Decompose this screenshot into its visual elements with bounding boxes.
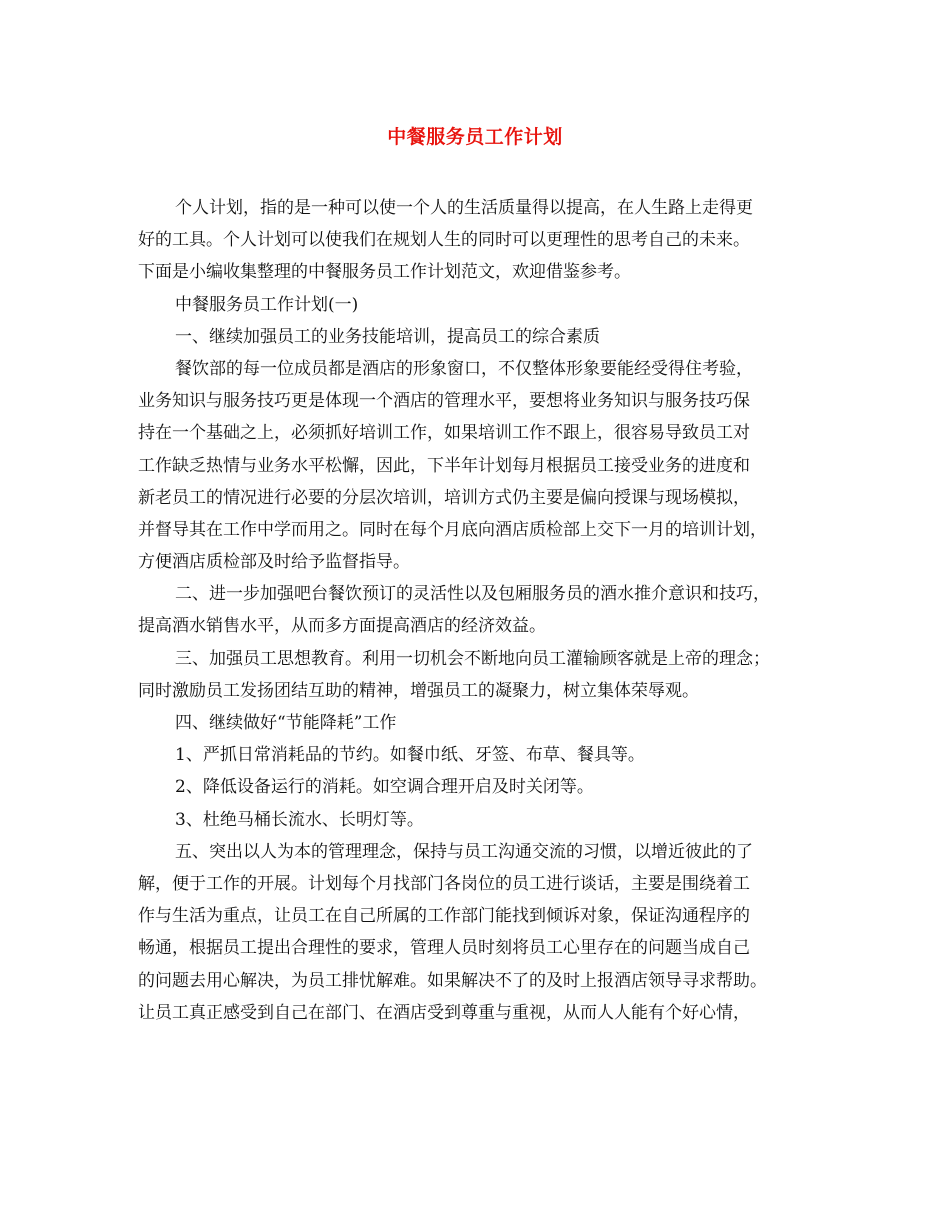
section-heading: 一、继续加强员工的业务技能培训，提高员工的综合素质	[175, 326, 600, 347]
text-line: 作与生活为重点，让员工在自己所属的工作部门能找到倾诉对象，保证沟通程序的	[138, 906, 750, 927]
list-item: 3、杜绝马桶长流水、长明灯等。	[175, 809, 424, 830]
text-line: 业务知识与服务技巧更是体现一个酒店的管理水平，要想将业务知识与服务技巧保	[138, 391, 750, 412]
text-line: 餐饮部的每一位成员都是酒店的形象窗口，不仅整体形象要能经受得住考验，	[175, 358, 753, 379]
text-line: 五、突出以人为本的管理理念，保持与员工沟通交流的习惯，以增近彼此的了	[175, 841, 753, 862]
text-line: 让员工真正感受到自己在部门、在酒店受到尊重与重视，从而人人能有个好心情，	[138, 1002, 750, 1023]
text-line: 个人计划，指的是一种可以使一个人的生活质量得以提高，在人生路上走得更	[175, 198, 753, 218]
text-line: 畅通，根据员工提出合理性的要求，管理人员时刻将员工心里存在的问题当成自己	[138, 938, 750, 959]
text-line: 提高酒水销售水平，从而多方面提高酒店的经济效益。	[138, 616, 546, 637]
text-line: 二、进一步加强吧台餐饮预订的灵活性以及包厢服务员的酒水推介意识和技巧，	[175, 584, 770, 605]
document-title: 中餐服务员工作计划	[387, 126, 563, 148]
text-line: 并督导其在工作中学而用之。同时在每个月底向酒店质检部上交下一月的培训计划，	[138, 519, 767, 540]
text-line: 持在一个基础之上，必须抓好培训工作，如果培训工作不跟上，很容易导致员工对	[138, 423, 750, 444]
text-line: 解，便于工作的开展。计划每个月找部门各岗位的员工进行谈话，主要是围绕着工	[138, 873, 750, 894]
text-line: 工作缺乏热情与业务水平松懈，因此，下半年计划每月根据员工接受业务的进度和	[138, 455, 750, 476]
list-item: 2、降低设备运行的消耗。如空调合理开启及时关闭等。	[175, 777, 594, 798]
text-line: 三、加强员工思想教育。利用一切机会不断地向员工灌输顾客就是上帝的理念；	[175, 648, 770, 669]
text-line: 的问题去用心解决，为员工排忧解难。如果解决不了的及时上报酒店领导寻求帮助。	[138, 970, 767, 991]
document-body	[138, 192, 828, 1029]
text-line: 方便酒店质检部及时给予监督指导。	[138, 552, 410, 573]
text-line: 新老员工的情况进行必要的分层次培训，培训方式仍主要是偏向授课与现场模拟，	[138, 487, 750, 508]
list-item: 1、严抓日常消耗品的节约。如餐巾纸、牙签、布草、餐具等。	[175, 745, 645, 766]
text-line: 好的工具。个人计划可以使我们在规划人生的同时可以更理性的思考自己的未来。	[138, 230, 750, 251]
text-line: 同时激励员工发扬团结互助的精神，增强员工的凝聚力，树立集体荣辱观。	[138, 680, 699, 701]
section-heading: 四、继续做好“节能降耗”工作	[175, 713, 397, 733]
section-heading: 中餐服务员工作计划(一)	[175, 294, 359, 315]
text-line: 下面是小编收集整理的中餐服务员工作计划范文，欢迎借鉴参考。	[138, 262, 631, 283]
